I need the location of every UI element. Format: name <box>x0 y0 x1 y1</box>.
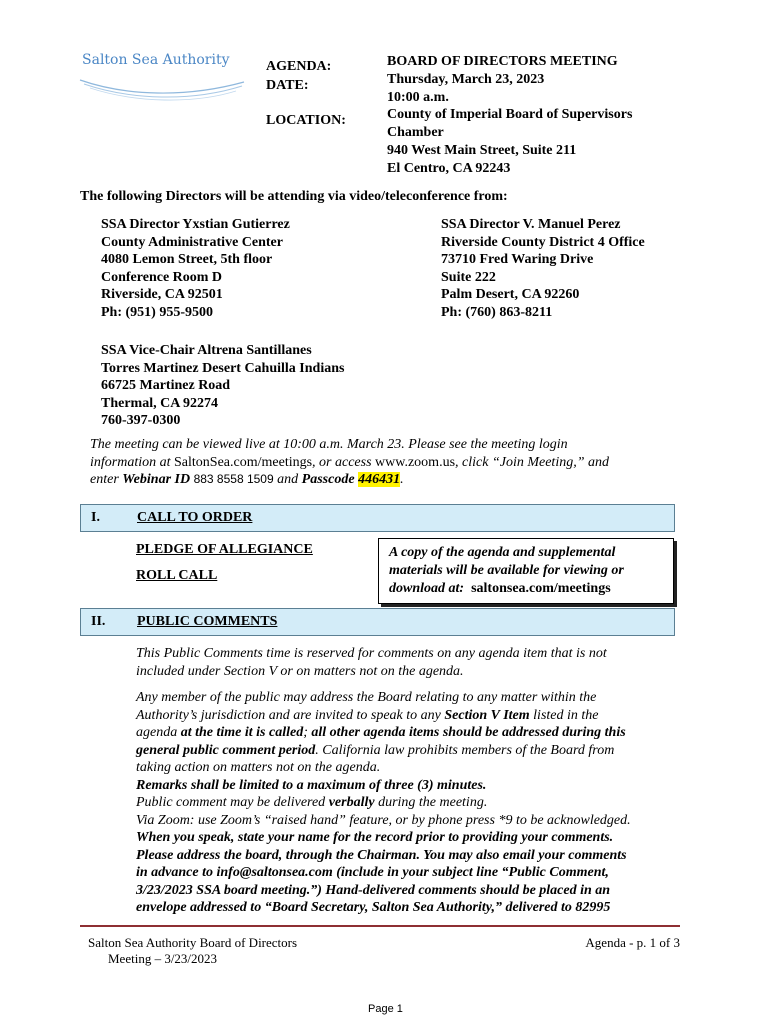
text-fragment: verbally <box>328 795 375 810</box>
text-fragment: enter <box>90 472 123 487</box>
section-2-title: PUBLIC COMMENTS <box>137 614 278 629</box>
meetings-link[interactable]: SaltonSea.com/meetings <box>174 454 313 470</box>
location-label: LOCATION: <box>266 113 346 128</box>
meetings-url[interactable]: saltonsea.com/meetings <box>471 581 611 596</box>
zoom-link[interactable]: www.zoom.us <box>375 454 456 470</box>
meeting-info-line: The meeting can be viewed live at 10:00 a.m. March 23. Please see the meeting login <box>90 437 568 452</box>
director-left-block <box>101 216 290 321</box>
text-fragment: and <box>277 472 299 487</box>
footer-left-line1: Salton Sea Authority Board of Directors <box>88 935 298 950</box>
location-line: 940 West Main Street, Suite 211 <box>387 143 577 158</box>
section-1-header <box>80 504 675 532</box>
body-line: Any member of the public may address the Board relating to any matter within the <box>136 690 597 705</box>
footer-rule <box>80 925 680 927</box>
webinar-id: 883 8558 1509 <box>193 472 274 486</box>
director-left-line: 4080 Lemon Street, 5th floor <box>101 252 273 267</box>
pledge-item: PLEDGE OF ALLEGIANCE <box>136 542 313 557</box>
meeting-info <box>90 436 609 489</box>
section-2-header <box>80 608 675 636</box>
director-left-line: Ph: (951) 955-9500 <box>101 304 213 320</box>
director-right-block <box>441 216 645 321</box>
text-fragment: listed in the <box>529 707 599 723</box>
text-fragment: , or access <box>312 454 376 470</box>
meeting-info-line <box>90 471 609 489</box>
body-line: in advance to info@saltonsea.com (include in your subject line “Public Comment, <box>136 865 609 880</box>
agenda-copy-note <box>378 538 674 604</box>
text-fragment: all other agenda items should be addressed during this <box>311 725 626 740</box>
body-line <box>136 742 631 760</box>
body-line: taking action on matters not on the agenda. <box>136 760 381 775</box>
director-right-line: SSA Director V. Manuel Perez <box>441 217 621 232</box>
vice-chair-line: Thermal, CA 92274 <box>101 395 219 411</box>
location-line: County of Imperial Board of Supervisors <box>387 107 633 122</box>
vice-chair-line: Torres Martinez Desert Cahuilla Indians <box>101 360 345 376</box>
director-right-line: Riverside County District 4 Office <box>441 234 645 250</box>
logo-waves-icon <box>76 74 246 104</box>
meeting-date: Thursday, March 23, 2023 <box>387 72 545 87</box>
vice-chair-line: 760-397-0300 <box>101 413 181 428</box>
public-comments-body <box>136 645 631 917</box>
text-fragment: , click “Join Meeting,” and <box>455 454 609 470</box>
body-line: Via Zoom: use Zoom’s “raised hand” feature, or by phone press *9 to be acknowledged. <box>136 812 631 828</box>
body-line: envelope addressed to “Board Secretary, Salton Sea Authority,” delivered to 82995 <box>136 900 611 915</box>
vice-chair-block <box>101 342 344 430</box>
vice-chair-line: SSA Vice-Chair Altrena Santillanes <box>101 343 312 358</box>
body-line: 3/23/2023 SSA board meeting.”) Hand-delivered comments should be placed in an <box>136 882 611 898</box>
section-1-numeral: I. <box>91 510 100 525</box>
body-line: Remarks shall be limited to a maximum of three (3) minutes. <box>136 777 487 793</box>
note-line: materials will be available for viewing or <box>389 563 624 578</box>
body-line: included under Section V or on matters not on the agenda. <box>136 663 464 679</box>
director-right-line: Ph: (760) 863-8211 <box>441 304 553 320</box>
footer-right: Agenda - p. 1 of 3 <box>585 935 680 950</box>
meeting-info-line <box>90 454 609 472</box>
meeting-time: 10:00 a.m. <box>387 90 449 105</box>
note-line: A copy of the agenda and supplemental <box>389 545 616 560</box>
webinar-label: Webinar ID <box>122 472 191 487</box>
text-fragment: Section V Item <box>444 707 530 723</box>
text-fragment: download at: <box>389 581 465 596</box>
logo <box>80 48 240 100</box>
passcode-value: 446431 <box>358 472 401 487</box>
note-line <box>389 580 611 598</box>
attending-intro: The following Directors will be attending via video/teleconference from: <box>80 189 508 204</box>
text-fragment: agenda <box>136 725 181 740</box>
body-line <box>136 707 631 725</box>
location-line: Chamber <box>387 125 444 140</box>
body-line <box>136 794 631 812</box>
director-right-line: Palm Desert, CA 92260 <box>441 287 580 302</box>
agenda-label: AGENDA: <box>266 59 332 74</box>
director-right-line: 73710 Fred Waring Drive <box>441 252 594 267</box>
footer-left-line2: Meeting – 3/23/2023 <box>108 951 218 966</box>
body-line <box>136 847 631 865</box>
text-fragment: general public comment period <box>136 742 316 758</box>
director-left-line: SSA Director Yxstian Gutierrez <box>101 217 290 232</box>
text-fragment: Public comment may be delivered <box>136 795 329 810</box>
body-line <box>136 724 631 742</box>
logo-text: Salton Sea Authority <box>82 52 230 68</box>
section-1-title: CALL TO ORDER <box>137 510 253 525</box>
text-fragment: information at <box>90 454 175 470</box>
vice-chair-line: 66725 Martinez Road <box>101 378 231 393</box>
text-fragment: . California law prohibits members of the Board from <box>315 742 615 758</box>
text-fragment: during the meeting. <box>374 795 488 810</box>
text-fragment: . <box>400 472 404 487</box>
section-2-numeral: II. <box>91 614 106 629</box>
text-fragment: Authority’s jurisdiction and are invited to speak to any <box>136 707 445 723</box>
director-left-line: Conference Room D <box>101 269 223 285</box>
body-line: When you speak, state your name for the record prior to providing your comments. <box>136 830 614 845</box>
text-fragment: ; <box>303 725 312 740</box>
body-line: This Public Comments time is reserved for comments on any agenda item that is not <box>136 646 607 661</box>
meeting-title: BOARD OF DIRECTORS MEETING <box>387 54 618 69</box>
text-fragment: at the time it is called <box>180 725 304 740</box>
passcode-label: Passcode <box>301 472 355 487</box>
director-right-line: Suite 222 <box>441 269 496 285</box>
text-fragment: . You may also email your comments <box>416 847 627 863</box>
date-label: DATE: <box>266 78 309 93</box>
roll-call-item: ROLL CALL <box>136 568 218 583</box>
page-number: Page 1 <box>368 1003 403 1015</box>
location-line: El Centro, CA 92243 <box>387 161 511 176</box>
text-fragment: Please address the board, through the Chairman <box>136 847 417 863</box>
director-left-line: County Administrative Center <box>101 234 283 250</box>
director-left-line: Riverside, CA 92501 <box>101 287 223 302</box>
